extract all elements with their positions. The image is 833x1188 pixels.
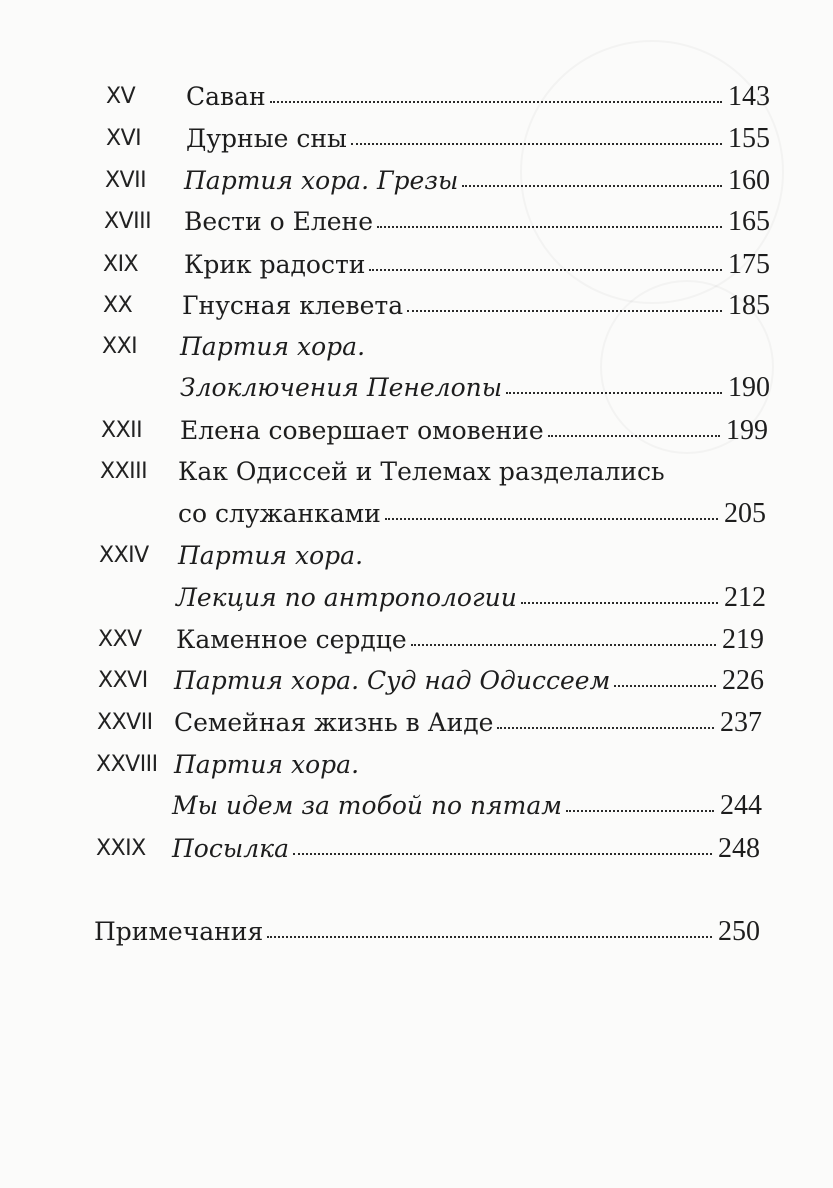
toc-row [0,452,833,492]
toc-row-notes [0,912,833,952]
dot-leader [521,602,718,604]
toc-entry[interactable] [176,620,764,660]
toc-entry[interactable] [186,119,770,159]
page-number: 143 [728,81,770,112]
toc-entry[interactable] [172,829,760,869]
toc-row [0,620,833,660]
page-number: 250 [718,916,760,947]
chapter-number: XXVIII [96,752,158,777]
dot-leader [614,685,716,687]
chapter-number: XXIX [96,836,146,861]
chapter-title: Партия хора. Грезы [184,166,459,195]
chapter-title: Партия хора. [174,750,360,779]
chapter-number: XVIII [104,209,152,234]
dot-leader [506,392,722,394]
dot-leader [407,310,722,312]
toc-entry[interactable] [184,161,770,201]
page-number: 244 [720,790,762,821]
toc-entry[interactable] [184,245,770,285]
chapter-number: XXVII [97,710,153,735]
chapter-title: Семейная жизнь в Аиде [174,708,494,737]
chapter-number: XXI [102,334,138,359]
dot-leader [385,518,718,520]
toc-entry[interactable] [180,411,768,451]
page-number: 175 [728,249,770,280]
chapter-number: XXIII [100,459,148,484]
page-number: 237 [720,707,762,738]
chapter-number: XXVI [98,668,148,693]
chapter-title: Как Одиссей и Телемах разделались [178,457,665,486]
toc-entry[interactable] [178,452,665,492]
toc-row [0,536,833,576]
page-number: 219 [722,624,764,655]
chapter-title: Гнусная клевета [182,291,404,320]
dot-leader [369,269,722,271]
chapter-title: Лекция по антропологии [176,583,517,612]
chapter-number: XXV [98,627,142,652]
page-number: 205 [724,498,766,529]
chapter-title: Партия хора. Суд над Одиссеем [174,666,611,695]
toc-entry[interactable] [184,202,770,242]
chapter-title: Злоключения Пенелопы [180,373,503,402]
toc-row [0,829,833,869]
toc-row [0,368,833,408]
dot-leader [351,143,722,145]
toc-row [0,703,833,743]
toc-entry[interactable] [178,494,766,534]
toc-entry[interactable] [172,786,762,826]
dot-leader [267,936,712,938]
toc-entry[interactable] [174,703,762,743]
chapter-number: XVI [106,126,142,151]
dot-leader [377,226,722,228]
chapter-title: Посылка [172,834,289,863]
chapter-number: XV [106,84,136,109]
page-number: 190 [728,372,770,403]
page-number: 185 [728,290,770,321]
toc-row [0,327,833,367]
toc-row [0,745,833,785]
toc-entry[interactable] [180,327,365,367]
toc-row [0,661,833,701]
notes-entry[interactable] [94,912,760,952]
dot-leader [270,101,722,103]
chapter-title: Крик радости [184,250,366,279]
dot-leader [293,853,712,855]
page-number: 165 [728,206,770,237]
toc-entry[interactable] [174,745,359,785]
page-number: 248 [718,833,760,864]
toc-row [0,786,833,826]
dot-leader [548,435,720,437]
toc-row [0,494,833,534]
toc-row [0,161,833,201]
toc-entry[interactable] [176,578,766,618]
chapter-title: Саван [186,82,266,111]
toc-row [0,286,833,326]
chapter-number: XX [103,293,133,318]
toc-entry[interactable] [186,77,770,117]
toc-row [0,245,833,285]
dot-leader [462,185,722,187]
notes-title: Примечания [94,917,264,946]
dot-leader [497,727,714,729]
chapter-title: Мы идем за тобой по пятам [172,791,563,820]
page-number: 155 [728,123,770,154]
dot-leader [566,810,714,812]
chapter-title: Партия хора. [178,541,364,570]
toc-entry[interactable] [180,368,770,408]
page-number: 160 [728,165,770,196]
chapter-title: Елена совершает омовение [180,416,544,445]
toc-entry[interactable] [182,286,770,326]
toc-row [0,411,833,451]
chapter-number: XXIV [99,543,149,568]
toc-row [0,202,833,242]
toc-row [0,578,833,618]
chapter-title: Партия хора. [180,332,366,361]
page-number: 226 [722,665,764,696]
page-number: 212 [724,582,766,613]
chapter-title: со служанками [178,499,381,528]
toc-entry[interactable] [178,536,363,576]
page-number: 199 [726,415,768,446]
chapter-title: Каменное сердце [176,625,407,654]
toc-row [0,119,833,159]
chapter-number: XIX [103,252,139,277]
chapter-number: XXII [101,418,143,443]
toc-entry[interactable] [174,661,764,701]
chapter-title: Дурные сны [186,124,347,153]
chapter-number: XVII [105,168,147,193]
toc-row [0,77,833,117]
chapter-title: Вести о Елене [184,207,373,236]
dot-leader [411,644,716,646]
